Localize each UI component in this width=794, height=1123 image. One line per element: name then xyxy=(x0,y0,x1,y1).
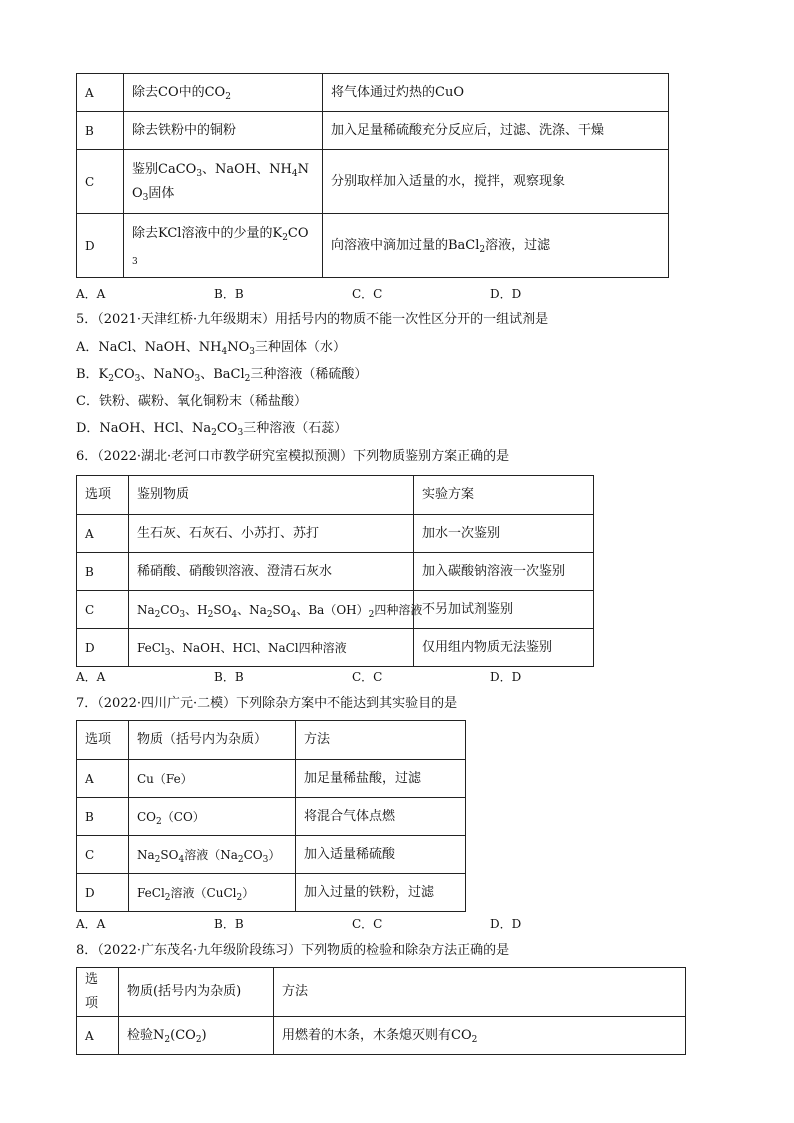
option-label: C xyxy=(77,836,129,874)
q6-table xyxy=(76,475,594,667)
q8-table xyxy=(76,967,686,1055)
header-method: 方法 xyxy=(274,968,686,1017)
header-method: 方法 xyxy=(296,721,466,760)
header-option: 选项 xyxy=(77,968,119,1017)
option-label: D xyxy=(77,214,124,278)
method-cell: 加入适量稀硫酸 xyxy=(296,836,466,874)
method-cell: 加入过量的铁粉，过滤 xyxy=(296,874,466,912)
choice-c[interactable]: C．C xyxy=(352,287,383,301)
q5-choice-b[interactable]: B．$K_2CO_3$、NaNO$_3$、BaCl$_2$三种溶液（稀硫酸） xyxy=(76,367,368,384)
choice-a[interactable]: A．A xyxy=(76,917,106,931)
method-cell: 将混合气体点燃 xyxy=(296,798,466,836)
table-row xyxy=(77,760,466,798)
header-method: 实验方案 xyxy=(414,476,594,515)
choice-a[interactable]: A．A xyxy=(76,670,106,684)
method-cell: 向溶液中滴加过量的BaCl$_2$溶液，过滤 xyxy=(323,214,669,278)
choice-b[interactable]: B．B xyxy=(214,917,244,931)
q8-stem: 8．（2022·广东茂名·九年级阶段练习）下列物质的检验和除杂方法正确的是 xyxy=(76,943,510,958)
header-item: 鉴别物质 xyxy=(129,476,414,515)
choice-a[interactable]: A．A xyxy=(76,287,106,301)
q4-table xyxy=(76,73,669,278)
header-item: 物质(括号内为杂质) xyxy=(119,968,274,1017)
option-label: B xyxy=(77,553,129,591)
table-row xyxy=(77,214,669,278)
table-row xyxy=(77,874,466,912)
q5-stem: 5．（2021·天津红桥·九年级期末）用括号内的物质不能一次性区分开的一组试剂是 xyxy=(76,312,549,327)
method-cell: 用燃着的木条，木条熄灭则有$CO_2$ xyxy=(274,1017,686,1055)
item-cell: FeCl$_3$、NaOH、HCl、NaCl四种溶液 xyxy=(129,629,414,667)
q7-table xyxy=(76,720,466,912)
header-option: 选项 xyxy=(77,721,129,760)
option-label: D xyxy=(77,629,129,667)
table-header-row xyxy=(77,968,686,1017)
option-label: A xyxy=(77,515,129,553)
option-label: A xyxy=(77,760,129,798)
table-row xyxy=(77,553,594,591)
option-label: A xyxy=(77,74,124,112)
method-cell: 加入碳酸钠溶液一次鉴别 xyxy=(414,553,594,591)
item-cell: $Na_2SO_4$溶液$(Na_2CO_3)$ xyxy=(129,836,296,874)
table-header-row xyxy=(77,721,466,760)
q6-stem: 6．（2022·湖北·老河口市教学研究室模拟预测）下列物质鉴别方案正确的是 xyxy=(76,449,510,464)
method-cell: 加足量稀盐酸，过滤 xyxy=(296,760,466,798)
option-label: B xyxy=(77,798,129,836)
item-cell: Cu（Fe） xyxy=(129,760,296,798)
table-row xyxy=(77,591,594,629)
choice-d[interactable]: D．D xyxy=(490,670,522,684)
item-cell: 检验$N_2(CO_2)$ xyxy=(119,1017,274,1055)
header-item: 物质（括号内为杂质） xyxy=(129,721,296,760)
item-cell: $Na_2CO_3$、$H_2SO_4$、$Na_2SO_4$、$Ba(OH)_2$四种溶液 xyxy=(129,591,414,629)
table-row xyxy=(77,629,594,667)
table-row xyxy=(77,112,669,150)
table-row xyxy=(77,836,466,874)
method-cell: 将气体通过灼热的CuO xyxy=(323,74,669,112)
table-header-row xyxy=(77,476,594,515)
method-cell: 分别取样加入适量的水，搅拌，观察现象 xyxy=(323,150,669,214)
header-option: 选项 xyxy=(77,476,129,515)
option-label: A xyxy=(77,1017,119,1055)
option-label: B xyxy=(77,112,124,150)
task-cell: 除去KCl溶液中的少量的$K_2CO_3$ xyxy=(124,214,323,278)
task-cell: 除去铁粉中的铜粉 xyxy=(124,112,323,150)
option-label: C xyxy=(77,150,124,214)
choice-b[interactable]: B．B xyxy=(214,287,244,301)
q5-choice-d[interactable]: D．NaOH、HCl、$Na_2CO_3$三种溶液（石蕊） xyxy=(76,421,348,438)
item-cell: $CO_2(CO)$ xyxy=(129,798,296,836)
item-cell: 生石灰、石灰石、小苏打、苏打 xyxy=(129,515,414,553)
q5-choice-c[interactable]: C．铁粉、碳粉、氧化铜粉末（稀盐酸） xyxy=(76,394,307,409)
task-cell: 除去CO中的$CO_2$ xyxy=(124,74,323,112)
method-cell: 加入足量稀硫酸充分反应后，过滤、洗涤、干燥 xyxy=(323,112,669,150)
task-cell: 鉴别CaCO$_3$、NaOH、$NH_4NO_3$固体 xyxy=(124,150,323,214)
choice-d[interactable]: D．D xyxy=(490,287,522,301)
option-label: D xyxy=(77,874,129,912)
item-cell: FeCl$_2$溶液（CuCl$_2$） xyxy=(129,874,296,912)
table-row xyxy=(77,1017,686,1055)
table-row xyxy=(77,515,594,553)
choice-c[interactable]: C．C xyxy=(352,670,383,684)
table-row xyxy=(77,74,669,112)
q7-stem: 7．（2022·四川广元·二模）下列除杂方案中不能达到其实验目的是 xyxy=(76,696,458,711)
method-cell: 加水一次鉴别 xyxy=(414,515,594,553)
choice-d[interactable]: D．D xyxy=(490,917,522,931)
q5-choice-a[interactable]: A．NaCl、NaOH、$NH_4NO_3$三种固体（水） xyxy=(76,340,346,357)
method-cell: 不另加试剂鉴别 xyxy=(414,591,594,629)
option-label: C xyxy=(77,591,129,629)
choice-c[interactable]: C．C xyxy=(352,917,383,931)
choice-b[interactable]: B．B xyxy=(214,670,244,684)
table-row xyxy=(77,798,466,836)
method-cell: 仅用组内物质无法鉴别 xyxy=(414,629,594,667)
table-row xyxy=(77,150,669,214)
item-cell: 稀硝酸、硝酸钡溶液、澄清石灰水 xyxy=(129,553,414,591)
